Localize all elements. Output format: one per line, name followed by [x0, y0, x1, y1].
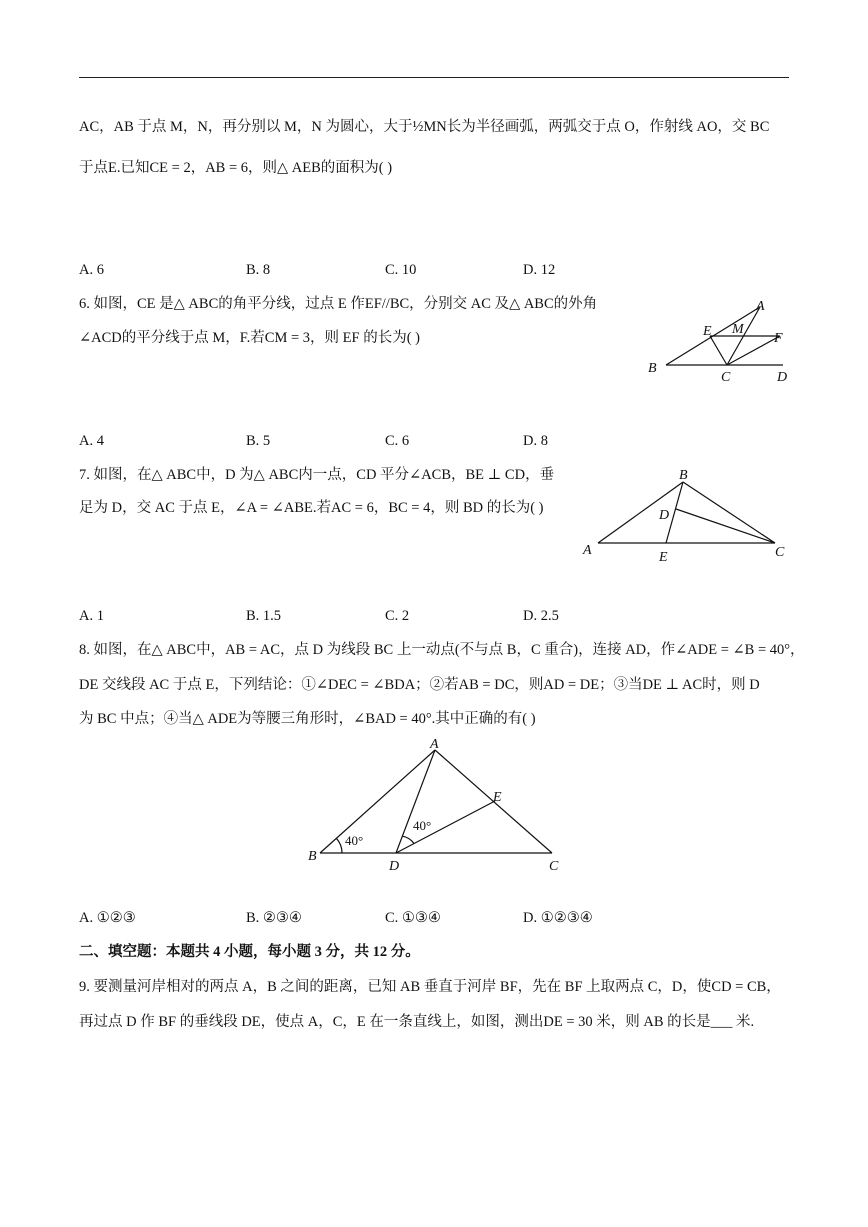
q8-option-a[interactable]: A. ①②③	[79, 910, 136, 926]
q5-option-c[interactable]: C. 10	[385, 262, 417, 278]
q6-label-b: B	[648, 361, 657, 376]
q5-text-line2: 于点E.已知CE = 2，AB = 6，则△ AEB的面积为( )	[79, 160, 393, 176]
q7-label-c: C	[775, 545, 785, 560]
q5-text-line1: AC，AB 于点 M，N，再分别以 M，N 为圆心，大于½MN长为半径画弧，两弧交于点 O，作射线 AO，交 BC	[79, 119, 770, 135]
q6-label-c: C	[721, 370, 731, 385]
q9-text-line1: 9. 要测量河岸相对的两点 A，B 之间的距离，已知 AB 垂直于河岸 BF，先在 BF 上取两点 C，D，使CD = CB，	[79, 979, 781, 995]
q8-label-a: A	[430, 737, 439, 752]
q7-text-line1: 7. 如图，在△ ABC中，D 为△ ABC内一点，CD 平分∠ACB，BE ⊥ CD，垂	[79, 467, 555, 483]
q7-option-c[interactable]: C. 2	[385, 608, 410, 624]
q8-text-line2: DE 交线段 AC 于点 E，下列结论：①∠DEC = ∠BDA；②若AB = DC，则AD = DE；③当DE ⊥ AC时，则 D	[79, 677, 760, 693]
q8-label-b: B	[308, 849, 317, 864]
q8-line-de	[396, 801, 495, 853]
header-rule	[79, 77, 789, 78]
q6-option-a[interactable]: A. 4	[79, 433, 104, 449]
q7-line-bc	[683, 482, 775, 543]
q8-label-c: C	[549, 859, 559, 873]
q7-line-dc	[676, 509, 775, 543]
q8-line-ad	[396, 750, 435, 853]
q8-option-c[interactable]: C. ①③④	[385, 910, 441, 926]
q8-option-b[interactable]: B. ②③④	[246, 910, 302, 926]
q8-angle-arc-d	[402, 836, 414, 843]
q6-line-ec	[710, 336, 727, 365]
q7-option-a[interactable]: A. 1	[79, 608, 104, 624]
q7-line-ab	[598, 482, 683, 543]
q8-option-d[interactable]: D. ①②③④	[523, 910, 593, 926]
q6-label-d: D	[777, 370, 788, 385]
q7-text-line2: 足为 D，交 AC 于点 E，∠A = ∠ABE.若AC = 6，BC = 4，则 BD 的长为( )	[79, 500, 544, 516]
q8-text-line3: 为 BC 中点；④当△ ADE为等腰三角形时，∠BAD = 40°.其中正确的有( )	[79, 711, 536, 727]
q7-label-d: D	[659, 508, 670, 523]
q6-text-line2: ∠ACD的平分线于点 M，F.若CM = 3，则 EF 的长为( )	[79, 330, 421, 346]
q6-label-e: E	[703, 324, 712, 339]
q9-text-line2: 再过点 D 作 BF 的垂线段 DE，使点 A，C，E 在一条直线上，如图，测出DE = 30 米，则 AB 的长是___ 米.	[79, 1014, 755, 1030]
q6-label-m: M	[732, 322, 744, 337]
q8-label-d: D	[389, 859, 400, 873]
q6-text-line1: 6. 如图，CE 是△ ABC的角平分线，过点 E 作EF//BC，分别交 AC 及△ ABC的外角	[79, 296, 598, 312]
q8-angle-arc-b	[336, 838, 342, 853]
q7-figure	[575, 463, 795, 573]
q7-option-b[interactable]: B. 1.5	[246, 608, 282, 624]
q6-option-d[interactable]: D. 8	[523, 433, 548, 449]
q6-option-b[interactable]: B. 5	[246, 433, 271, 449]
q8-line-ab	[320, 750, 435, 853]
q7-label-b: B	[679, 468, 688, 483]
q7-option-d[interactable]: D. 2.5	[523, 608, 559, 624]
q8-figure	[300, 733, 580, 873]
q5-option-a[interactable]: A. 6	[79, 262, 104, 278]
q5-option-d[interactable]: D. 12	[523, 262, 556, 278]
q8-label-angle-b: 40°	[345, 833, 364, 848]
q8-label-e: E	[493, 790, 502, 805]
q8-label-angle-d: 40°	[413, 818, 432, 833]
q7-label-e: E	[659, 550, 668, 565]
q6-figure	[640, 295, 800, 385]
q6-label-a: A	[756, 299, 765, 314]
q8-text-line1: 8. 如图，在△ ABC中，AB = AC，点 D 为线段 BC 上一动点(不与点 B，C 重合)，连接 AD，作∠ADE = ∠B = 40°，	[79, 642, 805, 658]
q6-option-c[interactable]: C. 6	[385, 433, 410, 449]
q6-label-f: F	[774, 331, 783, 346]
q7-label-a: A	[583, 543, 592, 558]
q5-option-b[interactable]: B. 8	[246, 262, 271, 278]
section-heading: 二、填空题：本题共 4 小题，每小题 3 分，共 12 分。	[79, 944, 420, 960]
